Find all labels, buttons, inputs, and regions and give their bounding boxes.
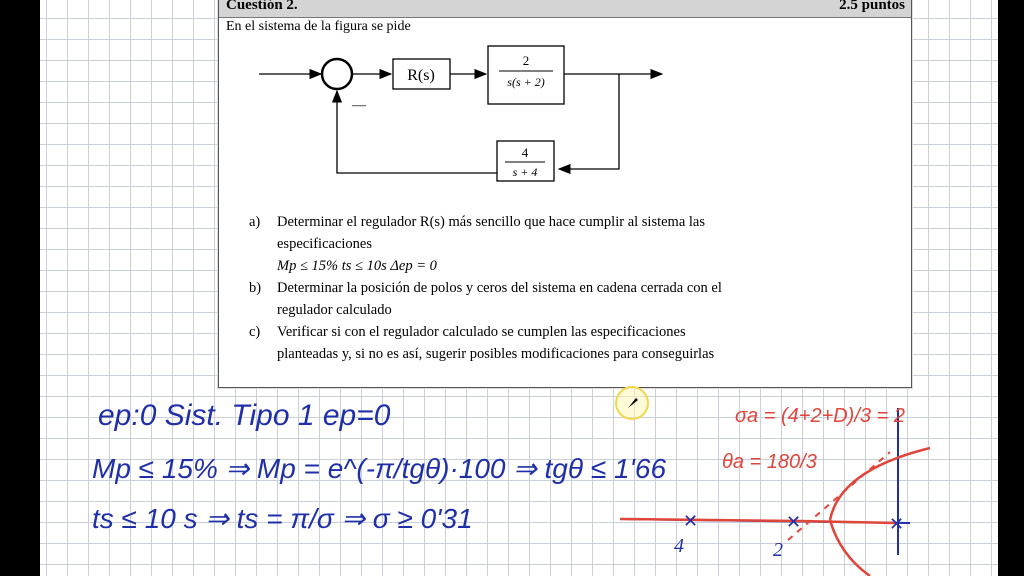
item-letter: a) (249, 214, 261, 230)
item-text-line: Determinar la posición de polos y ceros del sistema en cadena cerrada con el (277, 280, 722, 296)
item-letter: c) (249, 324, 261, 340)
minus-sign: — (352, 98, 366, 113)
item-text-line: Verificar si con el regulador calculado se cumplen las especificaciones (277, 324, 686, 340)
item-letter: b) (249, 280, 262, 296)
locus-branch-up (830, 448, 930, 520)
right-black-bar (998, 0, 1024, 576)
root-locus-sketch (620, 408, 930, 576)
question-title: Cuestión 2. (226, 0, 298, 13)
question-points: 2.5 puntos (839, 0, 905, 13)
plant-numerator: 2 (522, 53, 530, 68)
item-text-line: Determinar el regulador R(s) más sencillo que hace cumplir al sistema las (277, 214, 706, 230)
left-black-bar (0, 0, 40, 576)
specifications: Mp ≤ 15% ts ≤ 10s Δep = 0 (277, 258, 437, 274)
locus-branch-down (830, 520, 870, 576)
pole-label-2: 2 (773, 539, 783, 561)
item-text-line: planteadas y, si no es así, sugerir posibles modificaciones para conseguirlas (277, 346, 715, 362)
item-text-line: regulador calculado (277, 302, 392, 318)
handwritten-line-3: ts ≤ 10 s ⇒ ts = π/σ ⇒ σ ≥ 0'31 (92, 503, 473, 534)
graph-paper-page (40, 0, 998, 576)
theta-a-formula: θa = 180/3 (722, 451, 817, 473)
question-intro: En el sistema de la figura se pide (226, 19, 411, 34)
item-text-line: especificaciones (277, 236, 373, 252)
pole-marker-2: ✕ (786, 512, 802, 532)
pole-marker-4: ✕ (683, 511, 699, 531)
plant-denominator: s(s + 2) (507, 75, 545, 89)
pole-marker-0: ✕ (889, 514, 905, 534)
sigma-a-formula: σa = (4+2+D)/3 = 2 (735, 405, 905, 427)
feedback-denominator: s + 4 (512, 165, 538, 179)
controller-label: R(s) (407, 67, 435, 84)
handwritten-line-1: ep:0 Sist. Tipo 1 ep=0 (98, 399, 391, 432)
feedback-numerator: 4 (521, 145, 529, 160)
handwritten-line-2: Mp ≤ 15% ⇒ Mp = e^(-π/tgθ)·100 ⇒ tgθ ≤ 1'66 (92, 453, 667, 484)
pole-label-4: 4 (674, 535, 684, 557)
locus-real-left (620, 519, 800, 521)
handwritten-notes (40, 0, 998, 576)
locus-real-right (800, 521, 898, 523)
